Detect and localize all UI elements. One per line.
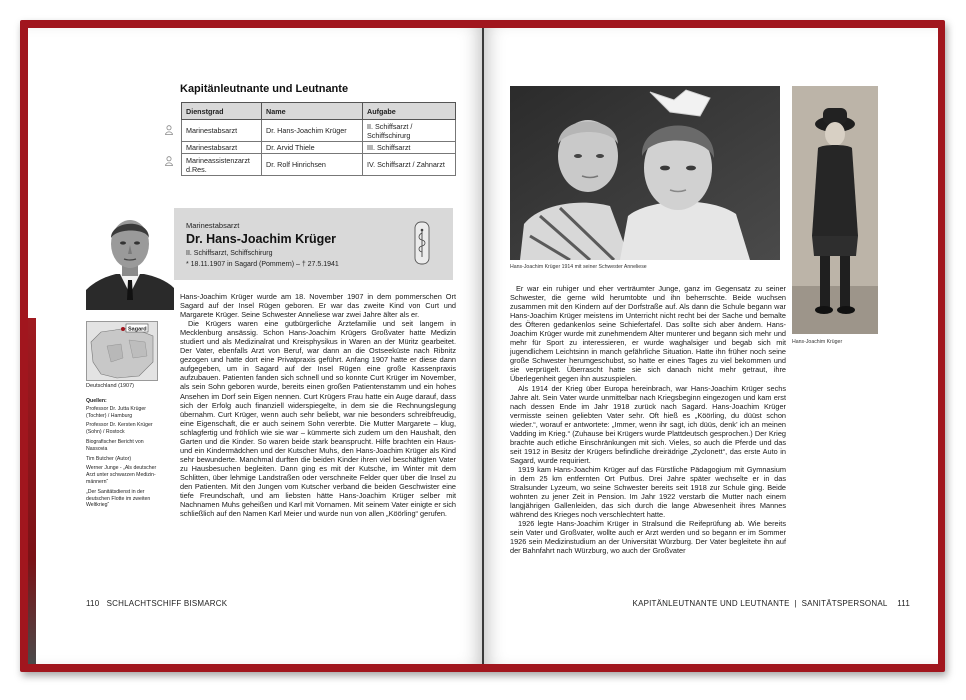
rank-insignia-icon — [414, 221, 430, 265]
person-icon — [165, 125, 173, 135]
table-header-name: Name — [262, 103, 363, 120]
map-place-label: Sagard — [128, 326, 147, 333]
right-page — [483, 28, 938, 664]
source-item: Biografischer Bericht von Nassovia — [86, 438, 144, 452]
running-title: SCHLACHTSCHIFF BISMARCK — [106, 599, 228, 608]
source-item: Werner Junge - „Als deutscher Arzt unter schwarzen Medizin-männern“ — [86, 465, 157, 485]
profile-dates: * 18.11.1907 in Sagard (Pommern) – † 27.5.1941 — [186, 261, 339, 268]
boy-portrait-photo — [792, 86, 878, 334]
germany-map — [86, 321, 158, 381]
source-item: Professor Dr. Jutta Krüger (Tochter) / Hamburg — [86, 405, 146, 419]
profile-name: Dr. Hans-Joachim Krüger — [186, 232, 337, 246]
person-icon — [165, 156, 173, 166]
chapter-color-strip — [28, 318, 36, 664]
map-caption: Deutschland (1907) — [86, 383, 135, 389]
source-item: Professor Dr. Kersten Krüger (Sohn) / Rostock — [86, 422, 153, 436]
table-row — [182, 120, 456, 142]
table-cell-name: Dr. Rolf Hinrichsen — [262, 154, 363, 176]
table-header-rank: Dienstgrad — [182, 103, 262, 120]
source-item: „Der Sanitätsdienst in der deutschen Flotte im zweiten Weltkrieg“ — [86, 488, 151, 509]
table-cell-role: III. Schiffsarzt — [363, 142, 456, 154]
source-item: Tim Butcher (Autor) — [86, 455, 132, 462]
paragraph: 1919 kam Hans-Joachim Krüger auf das Fürstliche Pädagogium mit Gymnasium in dem 25 km entfernten Ort Putbus. Drei Jahre später wechselte er in das Stralsunder Lyzeum, wo seine Schwester bereits seit 1918 zur Schule ging. Beide wohnten zu jener Zeit in Pension. Im Jahr 1922 verstarb die Mutter nach einem langjährigen Gallenleiden, das sich durch die lange Abwesenheit ihres Mannes während des Krieges noch verschlechtert hatte. — [510, 464, 786, 520]
section-title: Kapitänleutnante und Leutnante — [180, 83, 349, 95]
table-cell-rank: Marinestabsarzt — [182, 120, 262, 142]
paragraph: Er war ein ruhiger und eher verträumter Junge, ganz im Gegensatz zu seiner Schwester, die gerne wild herumtobte und ihn beherrschte. Beide wuchsen zusammen mit den Kindern auf der Dorfstraße auf. Als dann die Schule begann war Hans-Joachim Krüger meistens im Unterricht nicht recht bei der Sache und bemalte des Öfteren gedankenlos seine Schiefertafel. Das sollte sich aber ändern. Hans-Joachim Krüger wurde mit zunehmendem Alter munterer und begann sich mehr und mehr für Sport zu interessieren, er wurde waghalsiger und begab sich mit jugendlichem Leichtsinn in manch gefährliche Situation. Hatte ihn früher noch seine große Schwester herumgeschubst, so hatte er eines Tages zu viel bekommen und sie verprügelt. Überrascht hatte sie sich danach nicht mehr getraut, ihre Überlegenheit gegen ihn auszuspielen. — [510, 284, 786, 384]
photo-caption: Hans-Joachim Krüger — [792, 339, 843, 345]
right-folio — [633, 599, 910, 608]
left-page — [28, 28, 483, 664]
page-number: 111 — [897, 599, 910, 608]
paragraph: 1926 legte Hans-Joachim Krüger in Stralsund die Reifeprüfung ab. Wie bereits sein Vater und Großvater, wollte auch er Arzt werden und so begann er im Sommer 1926 sein Medizinstudium an der Universität Würzburg. Der Vater begleitete ihn auf der Bahnfahrt nach Würzburg, wo auch der Großvater — [510, 519, 786, 556]
running-title: KAPITÄNLEUTNANTE UND LEUTNANTE | SANITÄTSPERSONAL — [632, 599, 888, 608]
crew-table — [181, 102, 456, 176]
left-body-text — [180, 292, 456, 518]
table-cell-name: Dr. Arvid Thiele — [262, 142, 363, 154]
table-cell-role: II. Schiffsarzt / Schiffschirurg — [363, 120, 456, 142]
profile-subtitle: II. Schiffsarzt, Schiffschirurg — [186, 250, 273, 257]
table-row — [182, 154, 456, 176]
profile-rank: Marinestabsarzt — [186, 221, 240, 230]
portrait-photo — [86, 208, 174, 310]
photo-caption: Hans-Joachim Krüger 1914 mit seiner Schwester Anneliese — [510, 264, 647, 270]
table-cell-rank: Marineassistenzarzt d.Res. — [182, 154, 262, 176]
paragraph: Hans-Joachim Krüger wurde am 18. November 1907 in dem pommerschen Ort Sagard auf der Insel Rügen geboren. Er war das zweite Kind von Curt und Margarete Krüger. Seine Schwester Anneliese war zwei Jahre älter als er. — [180, 292, 456, 320]
sources-sidebar — [86, 398, 166, 512]
sources-heading: Quellen: — [86, 398, 107, 404]
book-spine-gutter — [482, 28, 484, 664]
table-header-role: Aufgabe — [363, 103, 456, 120]
table-row — [182, 142, 456, 154]
table-cell-role: IV. Schiffsarzt / Zahnarzt — [363, 154, 456, 176]
right-body-text — [510, 284, 786, 555]
table-cell-name: Dr. Hans-Joachim Krüger — [262, 120, 363, 142]
paragraph: Als 1914 der Krieg über Europa hereinbrach, war Hans-Joachim Krüger sechs Jahre alt. Sein Vater wurde unmittelbar nach Kriegsbeginn eingezogen und kam erst nach dessen Ende im Jahr 1918 zurück nach Sagard. Hans-Joachim Krüger vermisste seinen geliebten Vater sehr. Oft hieß es „Köörling, du düüst schon wieder.“, worauf er antwortete: „Immer, wenn ihr sagt, ich düüs, denk’ ich an meinen Vadding im Krieg.“ (Zuhause bei Krügers wurde Plattdeutsch gesprochen.) Der Krieg brachte auch etliche Einschränkungen mit sich. Vieles, so auch die Pferde und das seit 1912 in Besitz der Krügers befindliche dreirädrige „Zyclonett“, das erste Auto in Sagard, wurde requiriert. — [510, 383, 786, 465]
left-folio — [86, 599, 227, 608]
page-number: 110 — [86, 599, 100, 608]
children-photo — [510, 86, 780, 260]
table-cell-rank: Marinestabsarzt — [182, 142, 262, 154]
paragraph: Die Krügers waren eine gutbürgerliche Ärztefamilie und seit langem in Mecklenburg ansässig. Schon Hans-Joachim Krügers Großvater hatte Medizin studiert und als Medizinalrat und Kreisphysikus in Waren an der Müritz gearbeitet. Der Vater, ebenfalls Arzt von Beruf, war dann an die Ostseeküste nach Ribnitz gezogen und hatte dort eine Privatpraxis geführt. Anfang 1907 hatte er diese dann aufgegeben, um in Sagard auf der Insel Rügen eine große Kassenpraxis aufzubauen. Patienten fanden sich schnell und so konnte Curt Krüger im November, als sein Sohn geboren wurde, bereits einen großen Patientenstamm und ein hohes Ansehen im Dorf sein Eigen nennen. Curt Krügers Frau hatte ein Auge darauf, dass sich der Erfolg auch finanziell widerspiegelte, in dem sie die Rechnungslegung übernahm. Curt Krüger, wenn auch sehr beliebt, war nie besonders schreibfreudig, eine Eigenschaft, die er auch seinem Sohn vererbte. Die Mutter Margarete – klug, schlagfertig und fröhlich wie sie war – kümmerte sich zudem um den Haushalt, den Garten und die Kinder. So waren beide stark beansprucht. Hilfe brachten ein Haus- und ein Kindermädchen und der Kutscher Muhs, den Hans-Joachim Krüger als Kind sehr bewunderte. Manchmal durften die beiden Kinder ihren viel beschäftigten Vater zu Hausbesuchen begleiten. Dann ging es mit der Kutsche, im Winter mit dem Schlitten, über lehmige Landstraßen oder verschneite Felder quer über die Insel zu den Patienten. Mit den Jungen vom Kutscher verband die beiden Geschwister eine tiefe Freundschaft, und am liebsten hätte Hans-Joachim Krüger selber mit Nachnamen Muhs geheißen und Karl mit Vornamen. Mit seinem Vater einigte er sich schließlich auf den Namen Karl Meier und wurde nun von allen „Köörling“ gerufen. — [180, 319, 456, 519]
